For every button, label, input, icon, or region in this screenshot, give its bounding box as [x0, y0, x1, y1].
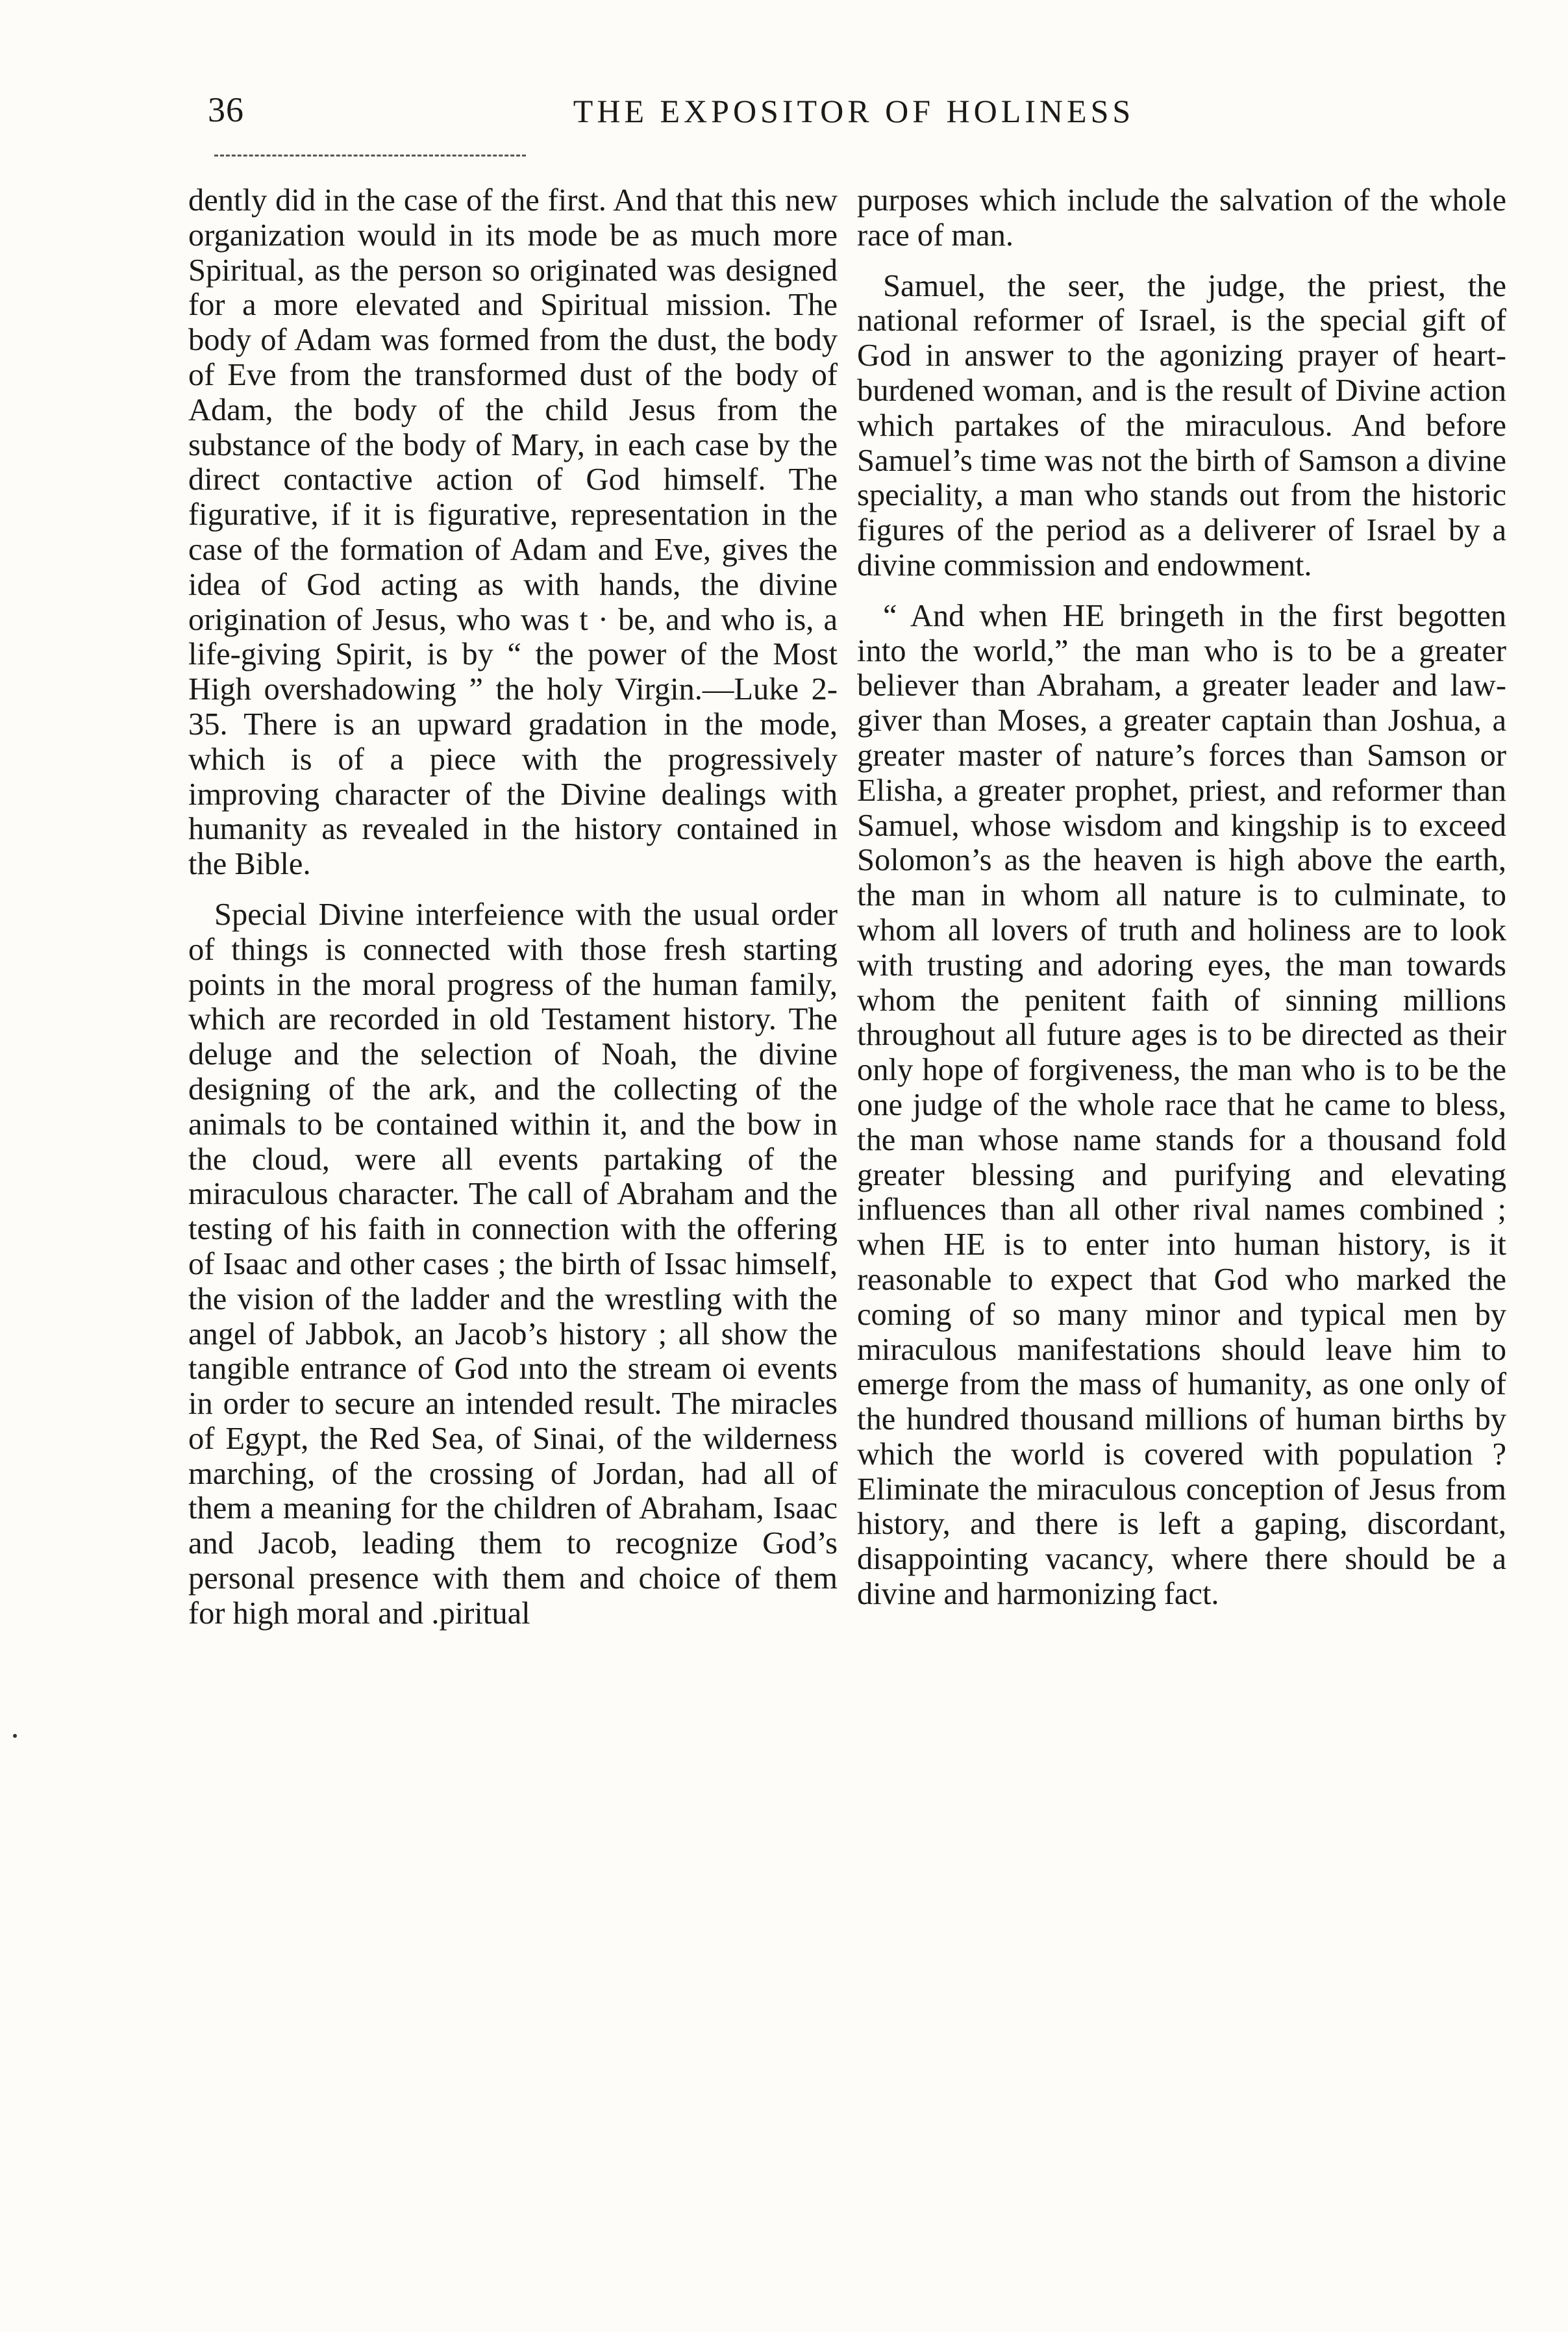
left-paragraph-2: Special Divine interfeience with the usual order of things is connected with those fresh starting points in the moral progress of the human family, which are recorded in old Testament history. The deluge and the selection of Noah, the divine designing of the ark, and the collecting of the animals to be contained within it, and the bow in the cloud, were all events partaking of the miraculous character. The call of Abraham and the testing of his faith in connection with the offering of Isaac and other cases ; the birth of Issac himself, the vision of the ladder and the wrestling with the angel of Jabbok, an Jacob’s history ; all show the tangible entrance of God ınto the stream oi events in order to secure an intended result. The miracles of Egypt, the Red Sea, of Sinai, of the wilderness marching, of the crossing of Jordan, had all of them a meaning for the children of Abraham, Isaac and Jacob, leading them to recognize God’s personal presence with them and choice of them for high moral and .piritual: [188, 897, 838, 1631]
header-rule: [214, 155, 526, 157]
running-title: THE EXPOSITOR OF HOLINESS: [573, 93, 1135, 129]
left-paragraph-1: dently did in the case of the first. And that this new organization would in its mode be as much more Spiritual, as the person so originated was designed for a more elevated and Spiritual mission. The body of Adam was formed from the dust, the body of Eve from the transformed dust of the body of Adam, the body of the child Jesus from the substance of the body of Mary, in each case by the direct contactive action of God himself. The figurative, if it is figurative, representation in the case of the formation of Adam and Eve, gives the idea of God acting as with hands, the divine origination of Jesus, who was t · be, and who is, a life-giving Spirit, is by “ the power of the Most High overshadowing ” the holy Virgin.—Luke 2-35. There is an upward gradation in the mode, which is of a piece with the progressively improving character of the Divine dealings with humanity as revealed in the history contained in the Bible.: [188, 183, 838, 882]
scan-speck: [13, 1734, 17, 1738]
right-paragraph-2: Samuel, the seer, the judge, the priest, the national reformer of Israel, is the special gift of God in answer to the agonizing prayer of heart-burdened woman, and is the result of Divine action which partakes of the miraculous. And before Samuel’s time was not the birth of Samson a divine speciality, a man who stands out from the historic figures of the period as a deliverer of Israel by a divine commission and endowment.: [857, 268, 1506, 583]
right-paragraph-3: “ And when HE bringeth in the first begotten into the world,” the man who is to be a greater believer than Abraham, a greater leader and law-giver than Moses, a greater captain than Joshua, a greater master of nature’s forces than Samson or Elisha, a greater prophet, priest, and reformer than Samuel, whose wisdom and kingship is to exceed Solomon’s as the heaven is high above the earth, the man in whom all nature is to culminate, to whom all lovers of truth and holiness are to look with trusting and adoring eyes, the man towards whom the penitent faith of sinning millions throughout all future ages is to be directed as their only hope of forgiveness, the man who is to be the one judge of the whole race that he came to bless, the man whose name stands for a thousand fold greater blessing and purifying and elevating influences than all other rival names combined ; when HE is to enter into human history, is it reasonable to expect that God who marked the coming of so many minor and typical men by miraculous manifestations should leave him to emerge from the mass of humanity, as one only of the hundred thousand millions of human births by which the world is covered with population ? Eliminate the miraculous conception of Jesus from history, and there is left a gaping, discordant, disappointing vacancy, where there should be a divine and harmonizing fact.: [857, 598, 1506, 1612]
page-number: 36: [208, 90, 244, 129]
right-paragraph-1: purposes which include the salvation of the whole race of man.: [857, 183, 1506, 253]
right-column: [857, 183, 1506, 1627]
page-header: [208, 90, 1500, 142]
left-column: [188, 183, 838, 1631]
